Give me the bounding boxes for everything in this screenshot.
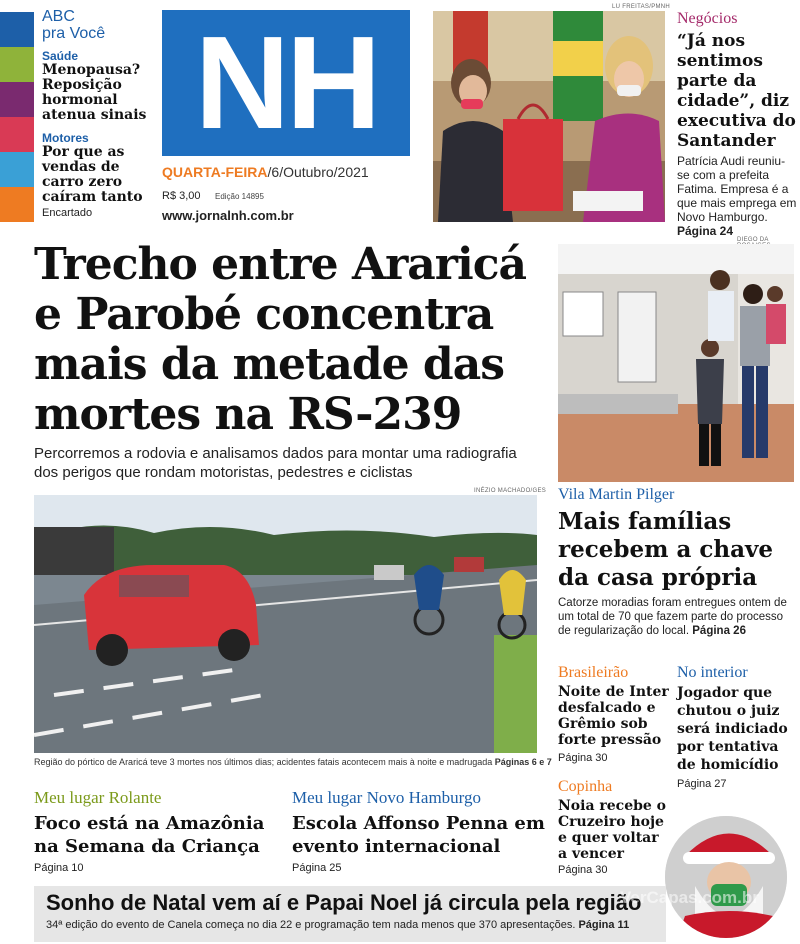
watermark: VerCapas.com.br: [620, 888, 759, 907]
abc-title: Por que as vendas de carro zero caíram tanto: [42, 144, 143, 205]
santa-photo: [662, 813, 790, 941]
color-strip: [0, 12, 34, 222]
strip-green: [0, 47, 34, 82]
negocios-summary-text: Patrícia Audi reuniu-se com a prefeita Fatima. Empresa é a que mais emprega em Novo Hamburgo.: [677, 154, 797, 224]
banner-headline: Sonho de Natal vem aí e Papai Noel já circula pela região: [46, 890, 642, 915]
masthead-date: [162, 164, 369, 180]
brief-page: Página 27: [677, 778, 727, 790]
top-photo: [433, 11, 665, 222]
abc-brand-sub: pra Você: [42, 25, 106, 42]
banner-summary-text: 34ª edição do evento de Canela começa no dia 22 e programação tem nada menos que 370 apresentações.: [46, 919, 576, 931]
housing-kicker: Vila Martin Pilger: [558, 486, 675, 503]
abc-footer: Encartado: [42, 207, 93, 219]
lugar-rolante[interactable]: [34, 788, 284, 874]
negocios-story[interactable]: [677, 10, 797, 238]
abc-item-saude[interactable]: [42, 49, 150, 123]
brief-page: Página 30: [558, 864, 608, 876]
weekday: QUARTA-FEIRA: [162, 164, 268, 180]
housing-summary-text: Catorze moradias foram entregues ontem de um total de 70 que fazem parte do processo de regularização do local.: [558, 597, 787, 637]
family-photo-icon: [558, 244, 794, 482]
strip-lightblue: [0, 152, 34, 187]
strip-pink: [0, 117, 34, 152]
lugar-kicker: Meu lugar Rolante: [34, 788, 162, 807]
masthead-price-row: [162, 186, 264, 204]
top-photo-credit: LU FREITAS/PMNH: [612, 4, 671, 10]
lead-caption-text: Região do pórtico de Araricá teve 3 mortes nos últimos dias; acidentes fatais acontecem mais à noite e madrugada: [34, 757, 493, 767]
masthead-logo[interactable]: [162, 10, 410, 156]
lead-deck: Percorremos a rodovia e analisamos dados para montar uma radiografia dos perigos que rondam motoristas, pedestres e ciclistas: [34, 445, 517, 481]
abc-title: Menopausa? Reposição hormonal atenua sinais: [42, 62, 147, 123]
lugar-page: Página 25: [292, 862, 342, 874]
abc-brand: ABC: [42, 8, 75, 25]
housing-story[interactable]: [558, 486, 796, 638]
edition: Edição 14895: [214, 192, 264, 201]
highway-photo-icon: [34, 495, 537, 753]
brief-kicker: Brasileirão: [558, 664, 629, 681]
negocios-headline: “Já nos sentimos parte da cidade”, diz executiva do Santander: [677, 31, 796, 151]
lugar-kicker: Meu lugar Novo Hamburgo: [292, 788, 482, 807]
housing-photo: [558, 244, 794, 482]
logo-text: NH: [194, 9, 378, 156]
negocios-page: Página 24: [677, 224, 734, 238]
strip-blue: [0, 12, 34, 47]
lead-headline[interactable]: Trecho entre Araricá e Parobé concentra mais da metade das mortes na RS-239: [34, 239, 526, 440]
lugar-page: Página 10: [34, 862, 84, 874]
meeting-photo-icon: [433, 11, 665, 222]
lead-photo-credit: INÉZIO MACHADO/GES: [474, 488, 547, 494]
abc-kicker: Saúde: [42, 49, 79, 63]
brief-interior[interactable]: [677, 664, 795, 790]
abc-kicker: Motores: [42, 131, 89, 145]
brief-headline: Noia recebe o Cruzeiro hoje e quer voltar a vencer: [558, 798, 667, 862]
abc-section[interactable]: [42, 8, 150, 219]
housing-headline: Mais famílias recebem a chave da casa própria: [558, 508, 773, 591]
housing-summary: [558, 596, 796, 638]
housing-photo-credit: DIEGO DA: [737, 237, 769, 243]
lugar-headline: Escola Affonso Penna em evento internacional: [292, 813, 545, 857]
brief-page: Página 30: [558, 752, 608, 764]
banner-page: Página 11: [578, 919, 630, 931]
negocios-summary: [677, 154, 797, 238]
banner-summary: [46, 918, 656, 932]
brief-copinha[interactable]: [558, 778, 668, 876]
masthead-url[interactable]: www.jornalnh.com.br: [162, 208, 294, 223]
lugar-novo-hamburgo[interactable]: [292, 788, 550, 874]
lugar-headline: Foco está na Amazônia na Semana da Criança: [34, 813, 265, 857]
santa-icon: [665, 816, 790, 941]
abc-item-motores[interactable]: [42, 131, 150, 205]
lead-caption: [34, 757, 552, 767]
lead-photo: [34, 495, 537, 753]
brief-kicker: No interior: [677, 664, 748, 681]
brief-kicker: Copinha: [558, 778, 613, 795]
lead-caption-page: Páginas 6 e 7: [494, 757, 552, 767]
strip-purple: [0, 82, 34, 117]
housing-page: Página 26: [692, 625, 746, 637]
brief-headline: Jogador que chutou o juiz será indiciado por tentativa de homicídio: [677, 685, 788, 773]
brief-headline: Noite de Inter desfalcado e Grêmio sob forte pressão: [558, 684, 669, 748]
strip-orange: [0, 187, 34, 222]
bottom-banner[interactable]: [34, 886, 666, 942]
brief-brasileirao[interactable]: [558, 664, 670, 764]
date: /6/Outubro/2021: [267, 164, 369, 180]
price: R$ 3,00: [162, 190, 201, 202]
negocios-kicker: Negócios: [677, 10, 738, 27]
